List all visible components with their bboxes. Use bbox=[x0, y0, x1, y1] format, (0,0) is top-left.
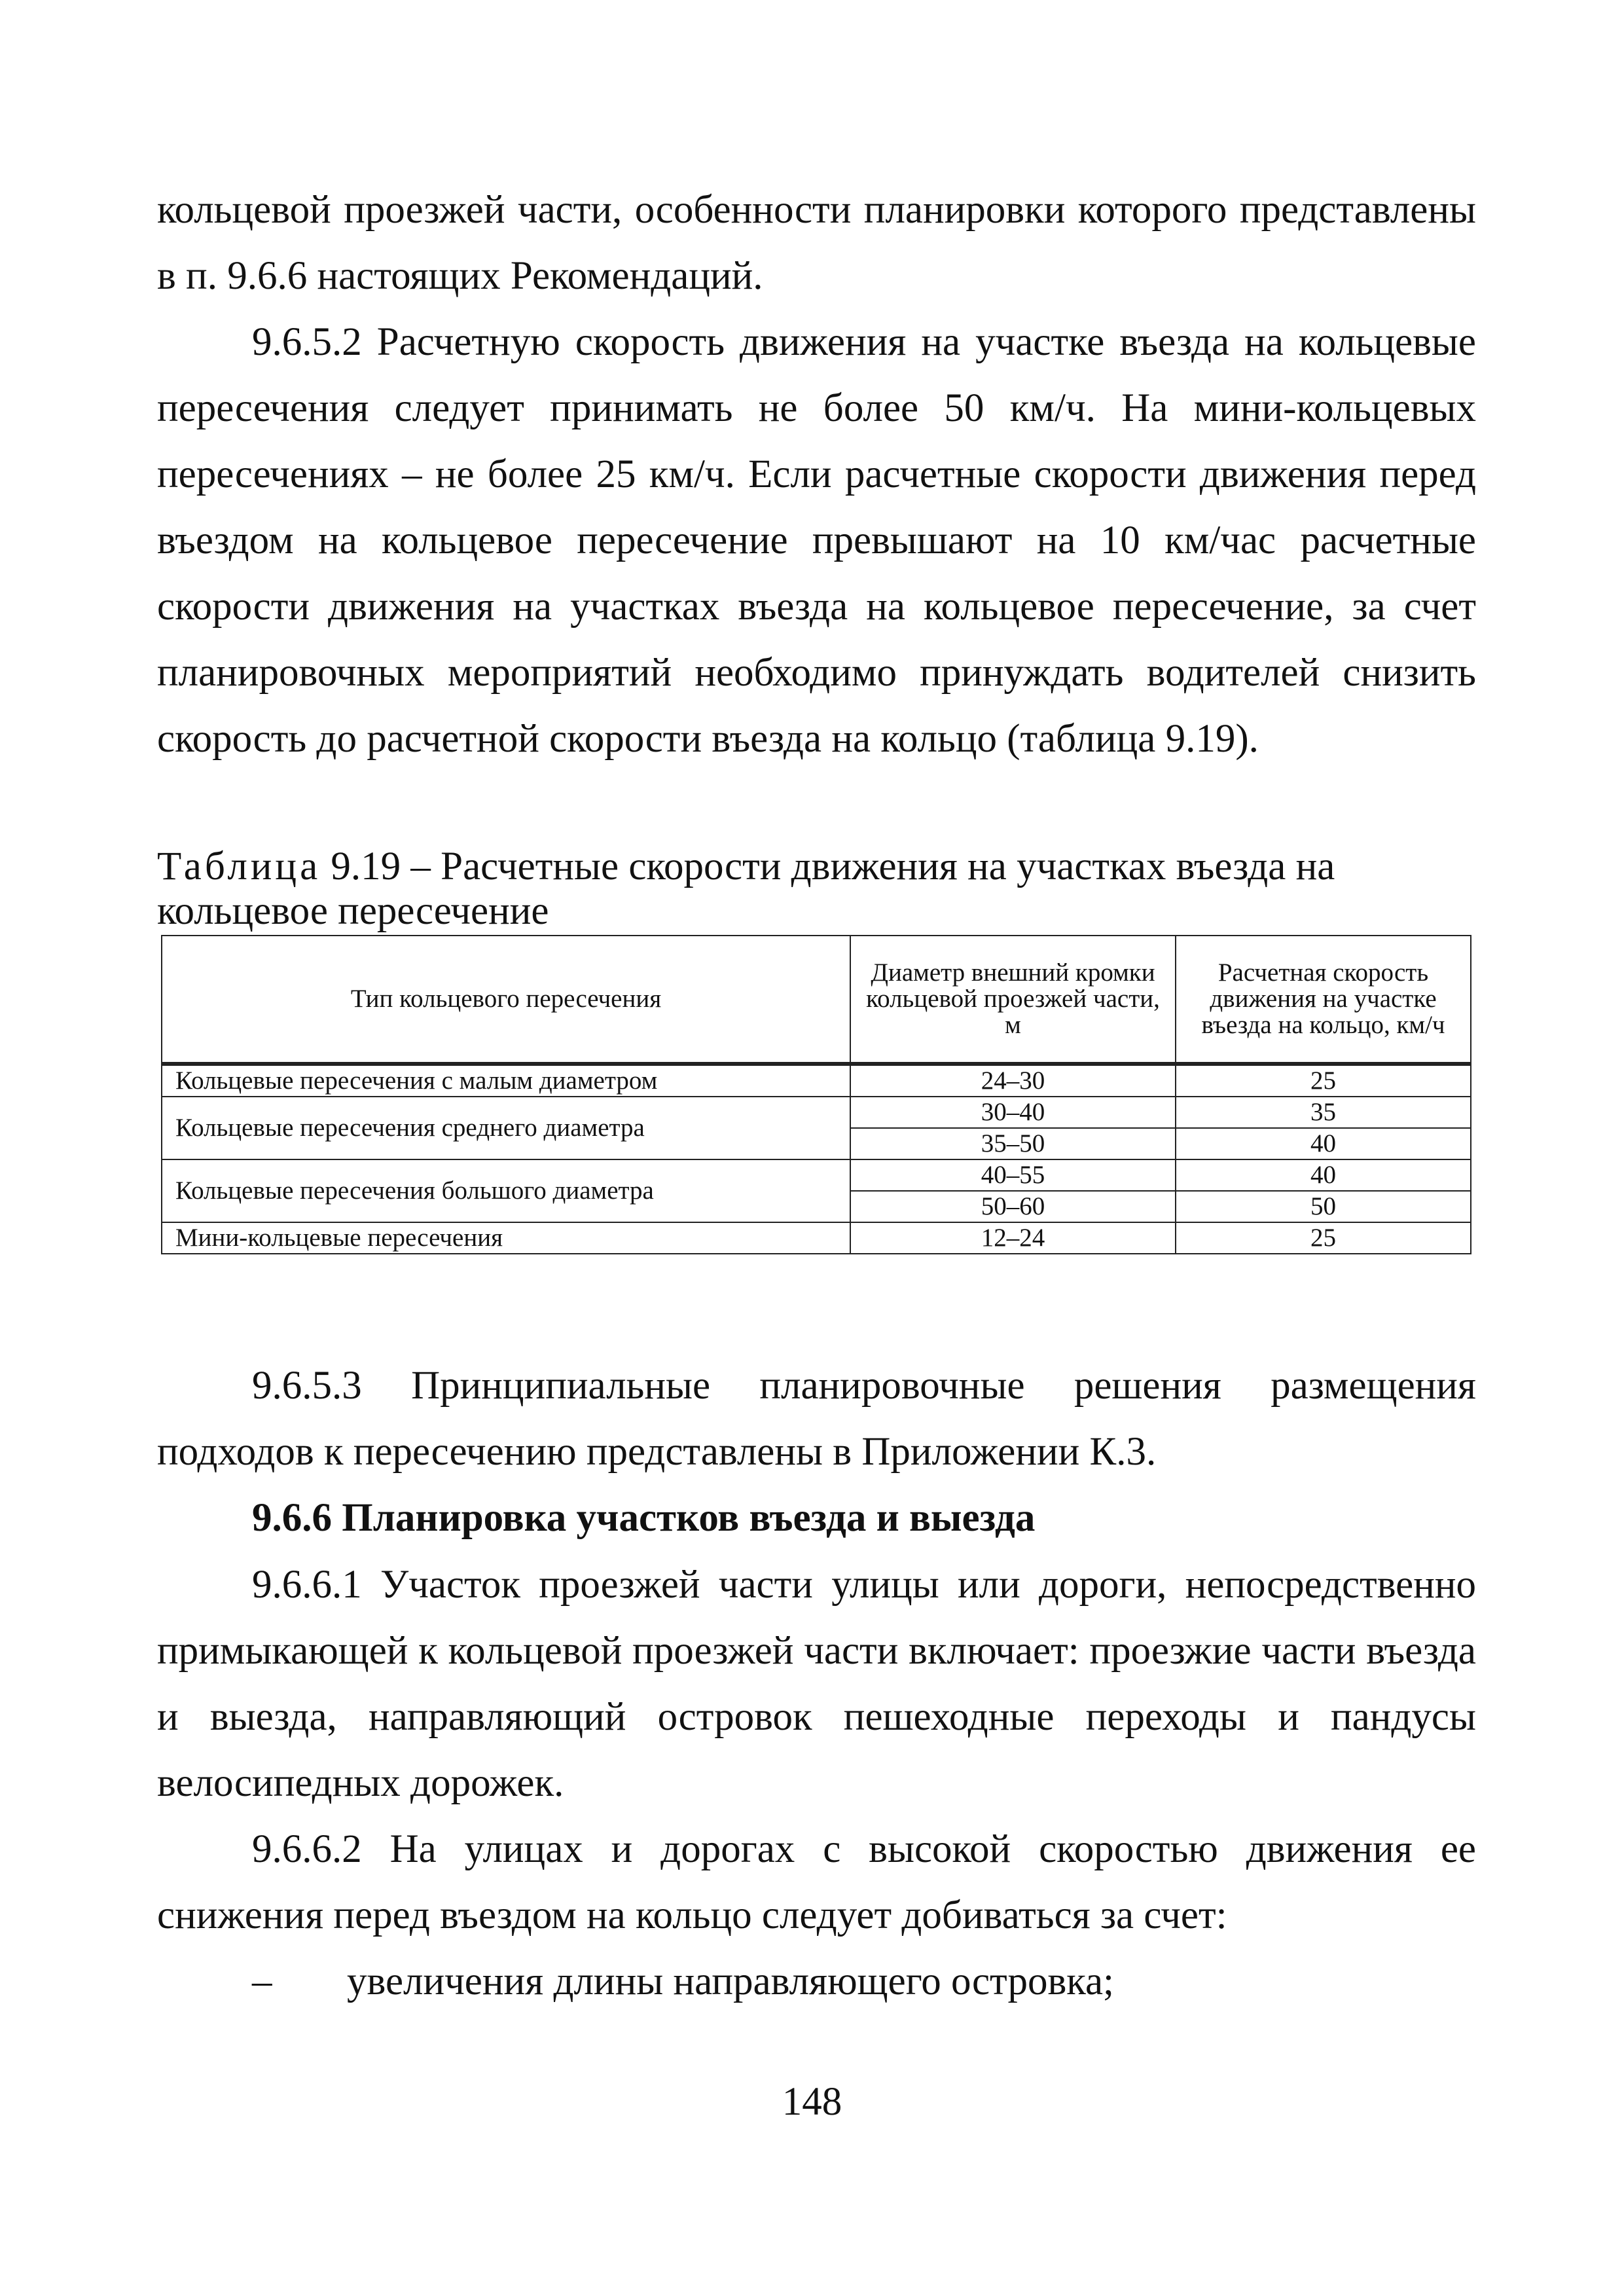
table-body bbox=[162, 1064, 1471, 1254]
bullet-text: увеличения длины направляющего островка; bbox=[347, 1959, 1114, 2003]
header-type: Тип кольцевого пересечения bbox=[162, 936, 850, 1064]
cell-diameter: 40–55 bbox=[850, 1159, 1176, 1191]
speed-table bbox=[161, 935, 1471, 1254]
cell-diameter: 24–30 bbox=[850, 1064, 1176, 1097]
page-number: 148 bbox=[782, 2080, 842, 2124]
table-row bbox=[162, 1064, 1471, 1097]
cell-diameter: 12–24 bbox=[850, 1222, 1176, 1254]
table-row bbox=[162, 1222, 1471, 1254]
bullet-item bbox=[252, 1948, 1476, 2014]
table-header-row bbox=[162, 936, 1471, 1064]
table-caption-label: Таблица bbox=[157, 845, 321, 888]
paragraph-continuation: кольцевой проезжей части, особенности планировки которого представлены в п. 9.6.6 настоящих Рекомендаций. bbox=[157, 188, 1476, 298]
table-caption-text: 9.19 – Расчетные скорости движения на участках въезда на кольцевое пересечение bbox=[157, 845, 1335, 933]
cell-speed: 35 bbox=[1176, 1097, 1471, 1128]
header-speed: Расчетная скорость движения на участке въезда на кольцо, км/ч bbox=[1176, 936, 1471, 1064]
cell-speed: 25 bbox=[1176, 1222, 1471, 1254]
table-row bbox=[162, 1159, 1471, 1191]
cell-diameter: 30–40 bbox=[850, 1097, 1176, 1128]
cell-speed: 40 bbox=[1176, 1128, 1471, 1159]
table-caption bbox=[157, 845, 1476, 934]
paragraph-9-6-5-2: 9.6.5.2 Расчетную скорость движения на участке въезда на кольцевые пересечения следует принимать не более 50 км/ч. На мини-кольцевых пересечениях – не более 25 км/ч. Если расчетные скорости движения перед въездом на кольцевое пересечение превышают на 10 км/час расчетные скорости движения на участках въезда на кольцевое пересечение, за счет планировочных мероприятий необходимо принуждать водителей снизить скорость до расчетной скорости въезда на кольцо (таблица 9.19). bbox=[157, 320, 1476, 761]
header-diameter: Диаметр внешний кромки кольцевой проезжей части, м bbox=[850, 936, 1176, 1064]
bullet-marker: – bbox=[252, 1959, 272, 2003]
cell-diameter: 50–60 bbox=[850, 1191, 1176, 1222]
cell-type: Кольцевые пересечения большого диаметра bbox=[162, 1159, 850, 1222]
paragraph-9-6-6-2: 9.6.6.2 На улицах и дорогах с высокой скоростью движения ее снижения перед въездом на кольцо следует добиваться за счет: bbox=[157, 1827, 1476, 1937]
cell-type: Кольцевые пересечения среднего диаметра bbox=[162, 1097, 850, 1159]
cell-type: Мини-кольцевые пересечения bbox=[162, 1222, 850, 1254]
cell-speed: 50 bbox=[1176, 1191, 1471, 1222]
table-row bbox=[162, 1097, 1471, 1128]
cell-speed: 40 bbox=[1176, 1159, 1471, 1191]
paragraph-9-6-5-3: 9.6.5.3 Принципиальные планировочные решения размещения подходов к пересечению представлены в Приложении К.3. bbox=[157, 1364, 1476, 1474]
section-heading: 9.6.6 Планировка участков въезда и выезда bbox=[252, 1496, 1036, 1540]
cell-diameter: 35–50 bbox=[850, 1128, 1176, 1159]
cell-type: Кольцевые пересечения с малым диаметром bbox=[162, 1064, 850, 1097]
paragraph-9-6-6-1: 9.6.6.1 Участок проезжей части улицы или дороги, непосредственно примыкающей к кольцевой проезжей части включает: проезжие части въезда и выезда, направляющий островок пешеходные переходы и пандусы велосипедных дорожек. bbox=[157, 1563, 1476, 1805]
cell-speed: 25 bbox=[1176, 1064, 1471, 1097]
